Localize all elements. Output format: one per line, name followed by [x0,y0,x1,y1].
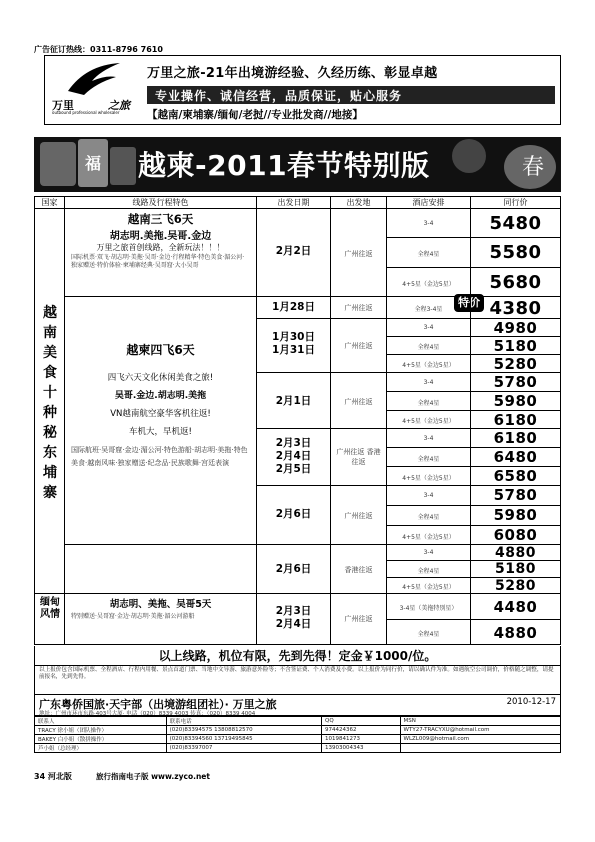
gift-box-decoration-2 [110,147,136,185]
price-1c: 5680 [470,267,561,297]
hotel-5b: 全程4星 [386,447,471,467]
hotel-7c: 4+5星（金边5星） [386,577,471,594]
depart-cell-1: 广州往返 [330,208,387,297]
price-8a: 4480 [470,593,561,620]
date-cell-2: 1月28日 [256,296,331,319]
contact-msn: WTY27-TRACYXU@hotmail.com [400,726,560,735]
price-3b: 5180 [470,336,561,355]
price-5c: 6580 [470,466,561,486]
date-8a: 2月3日 [275,605,312,617]
hotel-6c: 4+5星（金边5星） [386,525,471,545]
contact-person: 芦小姐（总经理） [35,744,167,753]
hotel-7b: 全程4星 [386,560,471,578]
price-4a: 5780 [470,372,561,392]
hotel-1a: 3-4 [386,208,471,238]
hotel-8b: 全程4星 [386,619,471,645]
price-5b: 6480 [470,447,561,467]
price-4b: 5980 [470,391,561,411]
header-route: 线路及行程特色 [64,196,257,209]
contact-msn [400,744,560,753]
header-depart: 出发地 [330,196,387,209]
contact-qq: 13903004343 [322,744,401,753]
contact-header-person: 联系人 [35,717,167,726]
route-2-line2: 吴哥.金边.胡志明.美拖 [114,391,207,401]
price-2: 4380 [470,296,561,319]
contact-qq: 1019841273 [322,735,401,744]
price-7a: 4880 [470,544,561,561]
date-cell-3 [256,318,331,373]
price-1b: 5580 [470,237,561,268]
hotel-1b: 全程4星 [386,237,471,268]
swallow-logo-icon [66,61,122,97]
price-8b: 4880 [470,619,561,645]
hotel-3a: 3-4 [386,318,471,337]
contact-person: TRACY 徐小姐（团队操作） [35,726,167,735]
date-5c: 2月5日 [275,463,312,475]
side-label-text: 越南美食十种秘东埔寨 [43,305,57,501]
contact-table [34,716,561,760]
depart-cell-3: 广州往返 [330,318,387,373]
slogan-main: 万里之旅-21年出境游经验、久经历练、彰显卓越 [147,66,438,81]
date-5a: 2月3日 [275,437,312,449]
page-number: 34 河北版 [34,772,72,781]
agency-address: 地址：广州市环市东路·403号大厦· 电话（020）8339 4003 传真：（020）8339 4004 [39,711,256,717]
route-3-detail: 特别赠送·吴哥窟·金边·胡志明·美拖·湄公河游船 [71,613,195,620]
date-cell-6: 2月6日 [256,485,331,545]
route-2-detail: 国际航班·吴哥窟·金边·湄公河·特色游船·胡志明·美拖·特色美食·越南风味·独家赠送·纪念品·民族歌舞·宫廷表演 [71,446,248,467]
date-cell-7: 2月6日 [256,544,331,594]
slogan-service: 专业操作、诚信经营，品质保证，贴心服务 [147,86,555,104]
hotel-2-label: 全程3-4星 [414,306,443,313]
depart-cell-7: 香港往返 [330,544,387,594]
banner-title: 越柬-2011春节特别版 [138,149,430,182]
route-cell-2b [64,544,257,594]
hotel-6a: 3-4 [386,485,471,506]
agency-name: 广东粤侨国旅·天宇部（出境游组团社）· 万里之旅 [39,698,277,711]
logo-name-left: 万里 [52,99,74,112]
chun-character: 春 [522,155,545,180]
contact-row [35,744,561,753]
hotel-6b: 全程4星 [386,505,471,526]
fu-decoration [78,139,108,187]
route-1-detail: 国际机票·双飞·胡志明·美拖·吴哥·金边·行程精华·特色美食·湄公河·独家赠送·特价体验·柬埔寨经典·吴哥窟·大小吴哥 [71,254,245,269]
company-logo [46,57,141,123]
depart-cell-6: 广州往返 [330,485,387,545]
date-5b: 2月4日 [275,450,312,462]
agency-info [34,694,561,716]
contact-person: BAKEY 白小姐（散拼操作） [35,735,167,744]
contact-qq: 974424362 [322,726,401,735]
side-label-text-2: 缅甸风情 [40,597,60,620]
price-6c: 6080 [470,525,561,545]
side-label-vertical [40,303,60,503]
hotel-5c: 4+5星（金边5星） [386,466,471,486]
contact-row [35,735,561,744]
hotel-8a: 3-4星（美拖特别星） [386,593,471,620]
fu-character: 福 [84,154,101,173]
route-cell-3 [64,593,257,645]
header-date: 出发日期 [256,196,331,209]
contact-phone: (020)83394575 13808812570 [166,726,321,735]
slogan-destinations: 【越南/柬埔寨/缅甸/老挝//专业批发商//地接】 [147,109,363,121]
route-1-slogan: 万里之旅首创线路，全新玩法！！！ [96,243,225,252]
route-3-title: 胡志明、美拖、吴哥5天 [109,599,212,610]
fine-print: 以上报价包含国际机票、全程酒店、行程内用餐、景点首道门票、当地中文导游、旅游意外险等；不含签证费、个人消费及小费。以上报价为同行价，请以确认件为准。如遇航空公司调价，价格随之调整，请提前报名，先到先得。 [34,666,561,694]
hotel-3c: 4+5星（金边5星） [386,354,471,373]
contact-row [35,726,561,735]
gift-box-decoration [40,142,76,186]
side-label-vertical-2 [40,597,60,621]
header-price: 同行价 [470,196,561,209]
hotel-3b: 全程4星 [386,336,471,355]
date-3b: 1月31日 [272,344,315,356]
ad-hotline: 广告征订热线：0311-8796 7610 [34,45,163,54]
price-4c: 6180 [470,410,561,429]
depart-cell-4: 广州往返 [330,372,387,429]
depart-cell-5: 广州往返 香港往返 [330,428,387,486]
depart-cell-2: 广州往返 [330,296,387,319]
contact-phone: (020)83397007 [166,744,321,753]
tour-price-table [34,196,561,668]
route-1-cities: 胡志明.美拖.吴哥.金边 [109,231,212,242]
date-cell-4: 2月1日 [256,372,331,429]
route-1-title: 越南三飞6天 [127,212,194,226]
lantern-decoration [452,139,486,173]
contact-header-phone: 联系电话 [166,717,321,726]
price-3c: 5280 [470,354,561,373]
depart-cell-8: 广州往返 [330,593,387,645]
contact-phone: (020)83394560 13719495845 [166,735,321,744]
hotel-4a: 3-4 [386,372,471,392]
price-5a: 6180 [470,428,561,448]
hotel-4c: 4+5星（金边5星） [386,410,471,429]
date-cell-1: 2月2日 [256,208,331,297]
price-7b: 5180 [470,560,561,578]
contact-header-row [35,717,561,726]
date-cell-5 [256,428,331,486]
special-price-badge: 特价 [454,294,484,312]
country-cell-vietnam-cambodia [34,208,65,594]
logo-english-tag: outbound professional wholesaler [52,110,120,115]
route-2-line4: 车机大，早机返! [129,427,192,437]
country-cell-myanmar [34,593,65,645]
contact-header-msn: MSN [400,717,560,726]
route-2-title: 越柬四飞6天 [126,343,195,357]
hotel-4b: 全程4星 [386,391,471,411]
route-cell-2 [64,296,257,545]
price-6b: 5980 [470,505,561,526]
route-cell-1 [64,208,257,297]
price-3a: 4980 [470,318,561,337]
availability-notice: 以上线路，机位有限，先到先得！定金￥1000/位。 [34,646,561,666]
hotel-5a: 3-4 [386,428,471,448]
header-country: 国家 [34,196,65,209]
price-7c: 5280 [470,577,561,594]
hotel-1c: 4+5星（金边5星） [386,267,471,297]
header-hotel: 酒店安排 [386,196,471,209]
route-2-line3: VN越南航空豪华客机往返! [110,409,211,419]
date-8b: 2月4日 [275,618,312,630]
contact-msn: WLZL009@hotmail.com [400,735,560,744]
route-2-line1: 四飞六天文化休闲美食之旅! [107,373,214,383]
hotel-7a: 3-4 [386,544,471,561]
logo-name-right: 之旅 [108,99,130,112]
price-6a: 5780 [470,485,561,506]
contact-header-qq: QQ [322,717,401,726]
agency-date: 2010-12-17 [506,697,556,707]
website-footer: 旅行指南电子版 www.zyco.net [96,772,210,781]
date-3a: 1月30日 [272,331,315,343]
spring-festival-banner [34,137,561,192]
date-cell-8 [256,593,331,645]
price-1a: 5480 [470,208,561,238]
